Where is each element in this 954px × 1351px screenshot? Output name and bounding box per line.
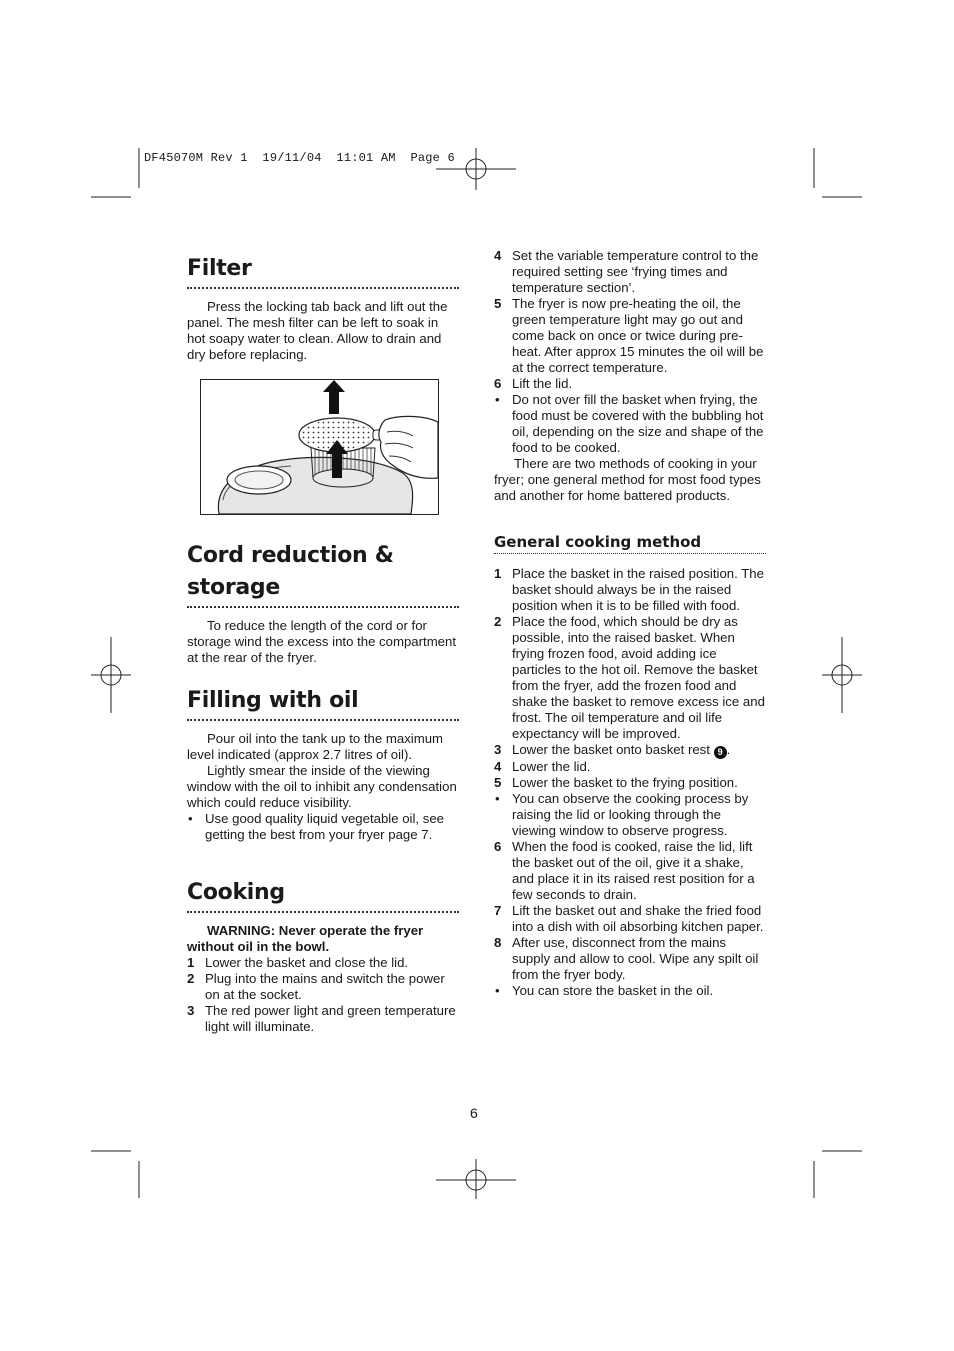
cooking-step: 6 Lift the lid. — [494, 376, 573, 391]
cooking-bullet: • Do not over fill the basket when frying, the food must be covered with the bubbling hot oil, depending on the size and shape of the food to be cooked. — [495, 392, 764, 455]
filling-text-2: Lightly smear the inside of the viewing window with the oil to inhibit any condensation which could reduce visibility. — [187, 763, 457, 810]
filter-text: Press the locking tab back and lift out the panel. The mesh filter can be left to soak in hot soapy water to clean. Allow to drain and dry before replacing. — [187, 299, 448, 362]
filter-removal-drawing — [201, 380, 438, 514]
filter-heading: Filter — [187, 253, 459, 289]
cord-text: To reduce the length of the cord or for storage wind the excess into the compartment at the rear of the fryer. — [187, 618, 457, 665]
filling-bullet: • Use good quality liquid vegetable oil, see getting the best from your fryer page 7. — [188, 811, 444, 842]
cooking-continued — [494, 248, 766, 504]
print-slug: DF45070M Rev 1 19/11/04 11:01 AM Page 6 — [144, 151, 455, 165]
filling-section — [187, 685, 459, 843]
cooking-step: 5 The fryer is now pre-heating the oil, the green temperature light may go out and come back on once or twice during pre-heat. After approx 15 minutes the oil will be at the correct temperature. — [494, 296, 764, 375]
page-number: 6 — [470, 1105, 478, 1121]
general-bullet: • You can observe the cooking process by raising the lid or looking through the viewing window to observe progress. — [495, 791, 749, 838]
cord-heading — [187, 540, 459, 608]
cord-section — [187, 540, 459, 666]
general-step: 8 After use, disconnect from the mains supply and allow to cool. Wipe any spilt oil from the fryer body. — [494, 935, 759, 982]
general-step: 3 Lower the basket onto basket rest 9 . — [494, 742, 731, 757]
cord-heading-line1: Cord reduction & — [187, 543, 394, 568]
general-step: 2 Place the food, which should be dry as possible, into the raised basket. When frying frozen food, avoid adding ice particles to the hot oil. Remove the basket from the fryer, add the frozen food and shake the basket to remove excess ice and frost. The oil temperature and oil life expectancy will be improved. — [494, 614, 765, 741]
cooking-heading: Cooking — [187, 877, 459, 913]
filter-section — [187, 253, 459, 363]
filling-text-1: Pour oil into the tank up to the maximum level indicated (approx 2.7 litres of oil). — [187, 731, 444, 762]
general-step: 6 When the food is cooked, raise the lid, lift the basket out of the oil, give it a shake, and place it in its raised rest position for a few seconds to drain. — [494, 839, 755, 902]
general-heading: General cooking method — [494, 532, 766, 554]
filling-heading: Filling with oil — [187, 685, 459, 721]
general-section — [494, 532, 766, 999]
cooking-step: 2 Plug into the mains and switch the power on at the socket. — [187, 971, 445, 1002]
cooking-methods-text: There are two methods of cooking in your fryer; one general method for most food types and another for home battered products. — [494, 456, 761, 503]
cooking-section — [187, 877, 459, 1035]
cord-heading-line2: storage — [187, 575, 280, 600]
cooking-step: 3 The red power light and green temperature light will illuminate. — [187, 1003, 456, 1034]
general-step: 5 Lower the basket to the frying position. — [494, 775, 738, 790]
basket-rest-number-icon: 9 — [714, 746, 727, 759]
general-step: 7 Lift the basket out and shake the fried food into a dish with oil absorbing kitchen paper. — [494, 903, 764, 934]
filter-illustration — [200, 379, 439, 515]
general-step: 1 Place the basket in the raised position. The basket should always be in the raised position when it is to be filled with food. — [494, 566, 764, 613]
cooking-step: 1 Lower the basket and close the lid. — [187, 955, 409, 970]
cooking-step: 4 Set the variable temperature control to the required setting see ‘frying times and temperature section’. — [494, 248, 759, 295]
general-step: 4 Lower the lid. — [494, 759, 591, 774]
general-bullet: • You can store the basket in the oil. — [495, 983, 714, 998]
cooking-warning: WARNING: Never operate the fryer without oil in the bowl. — [187, 923, 424, 954]
